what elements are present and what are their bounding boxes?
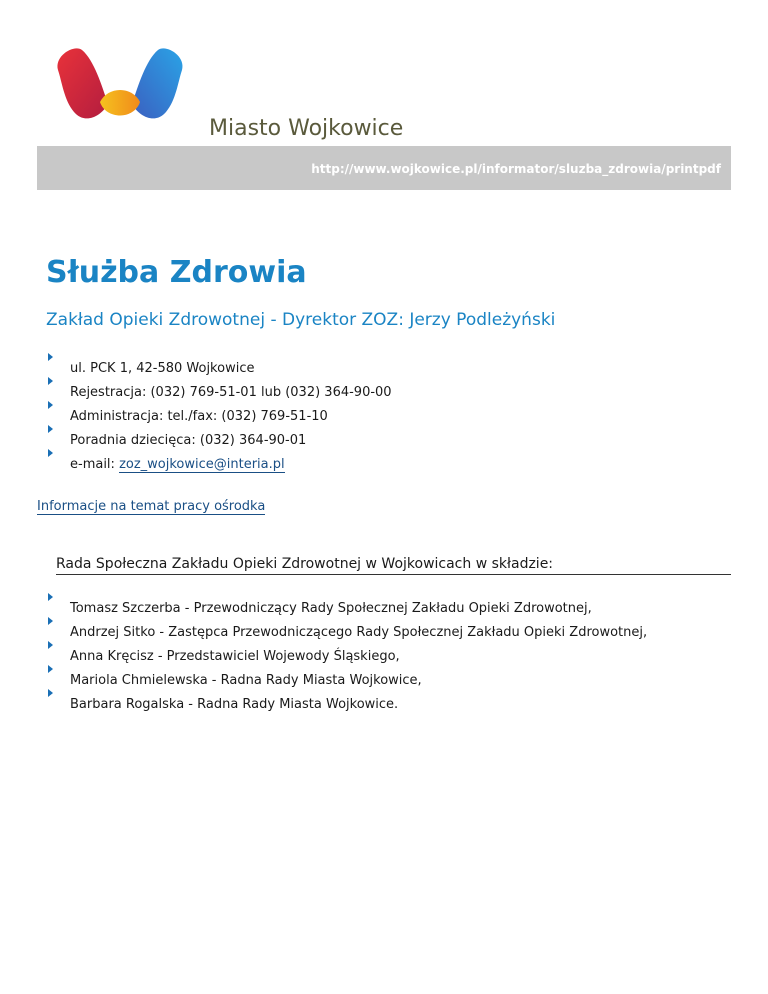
bullet-icon <box>48 689 53 697</box>
member-text: Barbara Rogalska - Radna Rady Miasta Wojkowice. <box>70 697 399 712</box>
address-text: ul. PCK 1, 42-580 Wojkowice <box>70 361 255 376</box>
contact-list <box>46 350 392 470</box>
url-bar <box>37 146 731 190</box>
list-item <box>46 446 392 470</box>
email-link[interactable]: zoz_wojkowice@interia.pl <box>119 457 285 472</box>
list-item <box>46 350 392 374</box>
bullet-icon <box>48 449 53 457</box>
page-url: http://www.wojkowice.pl/informator/sluzba_zdrowia/printpdf <box>311 162 721 176</box>
list-item <box>46 422 392 446</box>
bullet-icon <box>48 593 53 601</box>
site-name: Miasto Wojkowice <box>209 116 404 141</box>
member-text: Anna Kręcisz - Przedstawiciel Wojewody Śląskiego, <box>70 649 400 664</box>
bullet-icon <box>48 617 53 625</box>
registration-text: Rejestracja: (032) 769-51-01 lub (032) 364-90-00 <box>70 385 392 400</box>
bullet-icon <box>48 425 53 433</box>
list-item <box>46 590 647 614</box>
member-text: Andrzej Sitko - Zastępca Przewodniczącego Rady Społecznej Zakładu Opieki Zdrowotnej, <box>70 625 648 640</box>
administration-text: Administracja: tel./fax: (032) 769-51-10 <box>70 409 328 424</box>
list-item <box>46 374 392 398</box>
member-text: Mariola Chmielewska - Radna Rady Miasta Wojkowice, <box>70 673 422 688</box>
bullet-icon <box>48 401 53 409</box>
council-heading: Rada Społeczna Zakładu Opieki Zdrowotnej w Wojkowicach w składzie: <box>56 556 731 575</box>
bullet-icon <box>48 353 53 361</box>
bullet-icon <box>48 665 53 673</box>
council-members-list <box>46 590 647 710</box>
list-item <box>46 686 647 710</box>
bullet-icon <box>48 641 53 649</box>
pediatric-text: Poradnia dziecięca: (032) 364-90-01 <box>70 433 307 448</box>
list-item <box>46 398 392 422</box>
page-subtitle: Zakład Opieki Zdrowotnej - Dyrektor ZOZ: Jerzy Podleżyński <box>46 310 556 330</box>
info-link[interactable]: Informacje na temat pracy ośrodka <box>37 499 266 514</box>
page-title: Służba Zdrowia <box>46 255 307 290</box>
bullet-icon <box>48 377 53 385</box>
email-label: e-mail: <box>70 457 120 472</box>
list-item <box>46 638 647 662</box>
list-item <box>46 614 647 638</box>
wojkowice-logo <box>50 42 190 132</box>
list-item <box>46 662 647 686</box>
member-text: Tomasz Szczerba - Przewodniczący Rady Społecznej Zakładu Opieki Zdrowotnej, <box>70 601 592 616</box>
